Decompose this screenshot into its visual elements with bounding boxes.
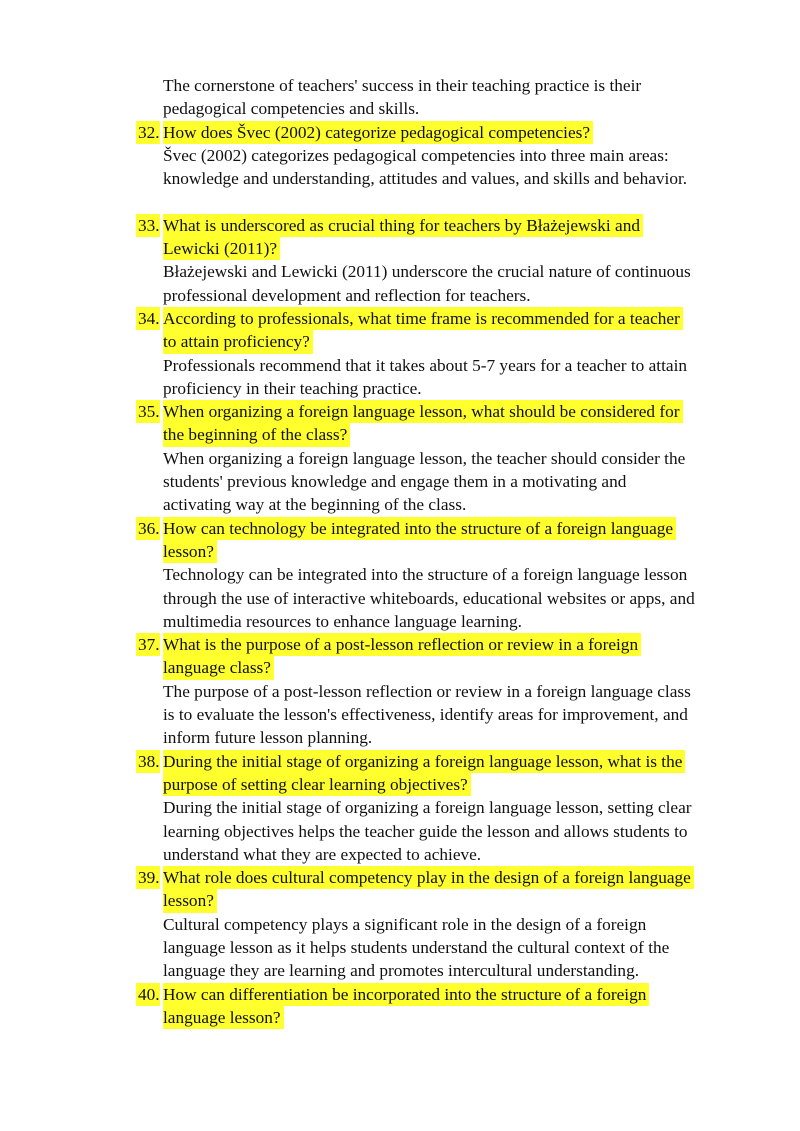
question-line <box>0 121 800 144</box>
question-text: Lewicki (2011)? <box>163 237 280 260</box>
question-line <box>0 400 800 423</box>
qa-item <box>0 866 800 982</box>
question-text: How can differentiation be incorporated into the structure of a foreign <box>163 983 649 1006</box>
question-text: to attain proficiency? <box>163 330 313 353</box>
qa-item <box>0 983 800 1030</box>
question-number: 33. <box>136 214 160 237</box>
question-number: 37. <box>136 633 160 656</box>
question-text: What is underscored as crucial thing for teachers by Błażejewski and <box>163 214 643 237</box>
qa-item <box>0 400 800 516</box>
answer-line: students' previous knowledge and engage them in a motivating and <box>163 472 627 492</box>
answer-line: learning objectives helps the teacher guide the lesson and allows students to <box>163 821 688 841</box>
answer-line: proficiency in their teaching practice. <box>163 378 422 398</box>
question-number: 35. <box>136 400 160 423</box>
document-page <box>0 74 800 1029</box>
answer-line: The cornerstone of teachers' success in their teaching practice is their <box>163 76 642 95</box>
qa-item <box>0 307 800 400</box>
question-line <box>0 866 800 889</box>
question-number: 36. <box>136 517 160 540</box>
question-number: 38. <box>136 750 160 773</box>
question-line <box>0 517 800 540</box>
qa-item <box>0 633 800 749</box>
answer-line: Professionals recommend that it takes about 5-7 years for a teacher to attain <box>163 355 688 375</box>
qa-list <box>0 121 800 1030</box>
qa-item <box>0 214 800 307</box>
answer-line: knowledge and understanding, attitudes and values, and skills and behavior. <box>163 169 688 189</box>
qa-item <box>0 121 800 214</box>
answer-line: Technology can be integrated into the structure of a foreign language lesson <box>163 565 688 585</box>
question-line <box>0 307 800 330</box>
answer-line: language they are learning and promotes intercultural understanding. <box>163 961 640 981</box>
question-line <box>0 540 800 563</box>
question-line <box>0 330 800 353</box>
question-text: How can technology be integrated into the structure of a foreign language <box>163 517 676 540</box>
answer-line: multimedia resources to enhance language learning. <box>163 611 522 631</box>
answer-line: Švec (2002) categorizes pedagogical competencies into three main areas: <box>163 145 669 165</box>
question-line <box>0 423 800 446</box>
question-number: 40. <box>136 983 160 1006</box>
question-line <box>0 1006 800 1029</box>
question-text: the beginning of the class? <box>163 423 350 446</box>
question-line <box>0 214 800 237</box>
intro-answer <box>0 74 800 121</box>
question-text: What role does cultural competency play in the design of a foreign language <box>163 866 694 889</box>
question-text: lesson? <box>163 889 217 912</box>
question-text: language class? <box>163 656 274 679</box>
paragraph-spacer <box>0 190 800 213</box>
question-number: 39. <box>136 866 160 889</box>
question-line <box>0 773 800 796</box>
answer-line: When organizing a foreign language lesson, the teacher should consider the <box>163 448 686 468</box>
question-text: purpose of setting clear learning objectives? <box>163 773 471 796</box>
answer-line: activating way at the beginning of the class. <box>163 495 467 515</box>
answer-line: The purpose of a post-lesson reflection or review in a foreign language class <box>163 681 691 701</box>
qa-item <box>0 517 800 633</box>
answer-line: During the initial stage of organizing a foreign language lesson, setting clear <box>163 798 692 818</box>
question-line <box>0 237 800 260</box>
question-text: What is the purpose of a post-lesson reflection or review in a foreign <box>163 633 641 656</box>
question-text: lesson? <box>163 540 217 563</box>
qa-item <box>0 750 800 866</box>
answer-line: through the use of interactive whiteboards, educational websites or apps, and <box>163 588 695 608</box>
answer-line: understand what they are expected to achieve. <box>163 844 482 864</box>
question-text: language lesson? <box>163 1006 284 1029</box>
answer-line: language lesson as it helps students understand the cultural context of the <box>163 937 670 957</box>
question-text: During the initial stage of organizing a foreign language lesson, what is the <box>163 750 685 773</box>
question-line <box>0 889 800 912</box>
question-number: 34. <box>136 307 160 330</box>
question-line <box>0 750 800 773</box>
answer-line: is to evaluate the lesson's effectiveness, identify areas for improvement, and <box>163 705 688 725</box>
question-number: 32. <box>136 121 160 144</box>
answer-line: Cultural competency plays a significant role in the design of a foreign <box>163 914 647 934</box>
question-text: How does Švec (2002) categorize pedagogical competencies? <box>163 121 593 144</box>
question-line <box>0 656 800 679</box>
question-text: When organizing a foreign language lesson, what should be considered for <box>163 400 683 423</box>
question-line <box>0 983 800 1006</box>
question-text: According to professionals, what time frame is recommended for a teacher <box>163 307 683 330</box>
question-line <box>0 633 800 656</box>
answer-line: Błażejewski and Lewicki (2011) underscore the crucial nature of continuous <box>163 262 691 282</box>
answer-line: professional development and reflection for teachers. <box>163 285 531 305</box>
answer-line: pedagogical competencies and skills. <box>163 99 420 119</box>
answer-line: inform future lesson planning. <box>163 728 373 748</box>
